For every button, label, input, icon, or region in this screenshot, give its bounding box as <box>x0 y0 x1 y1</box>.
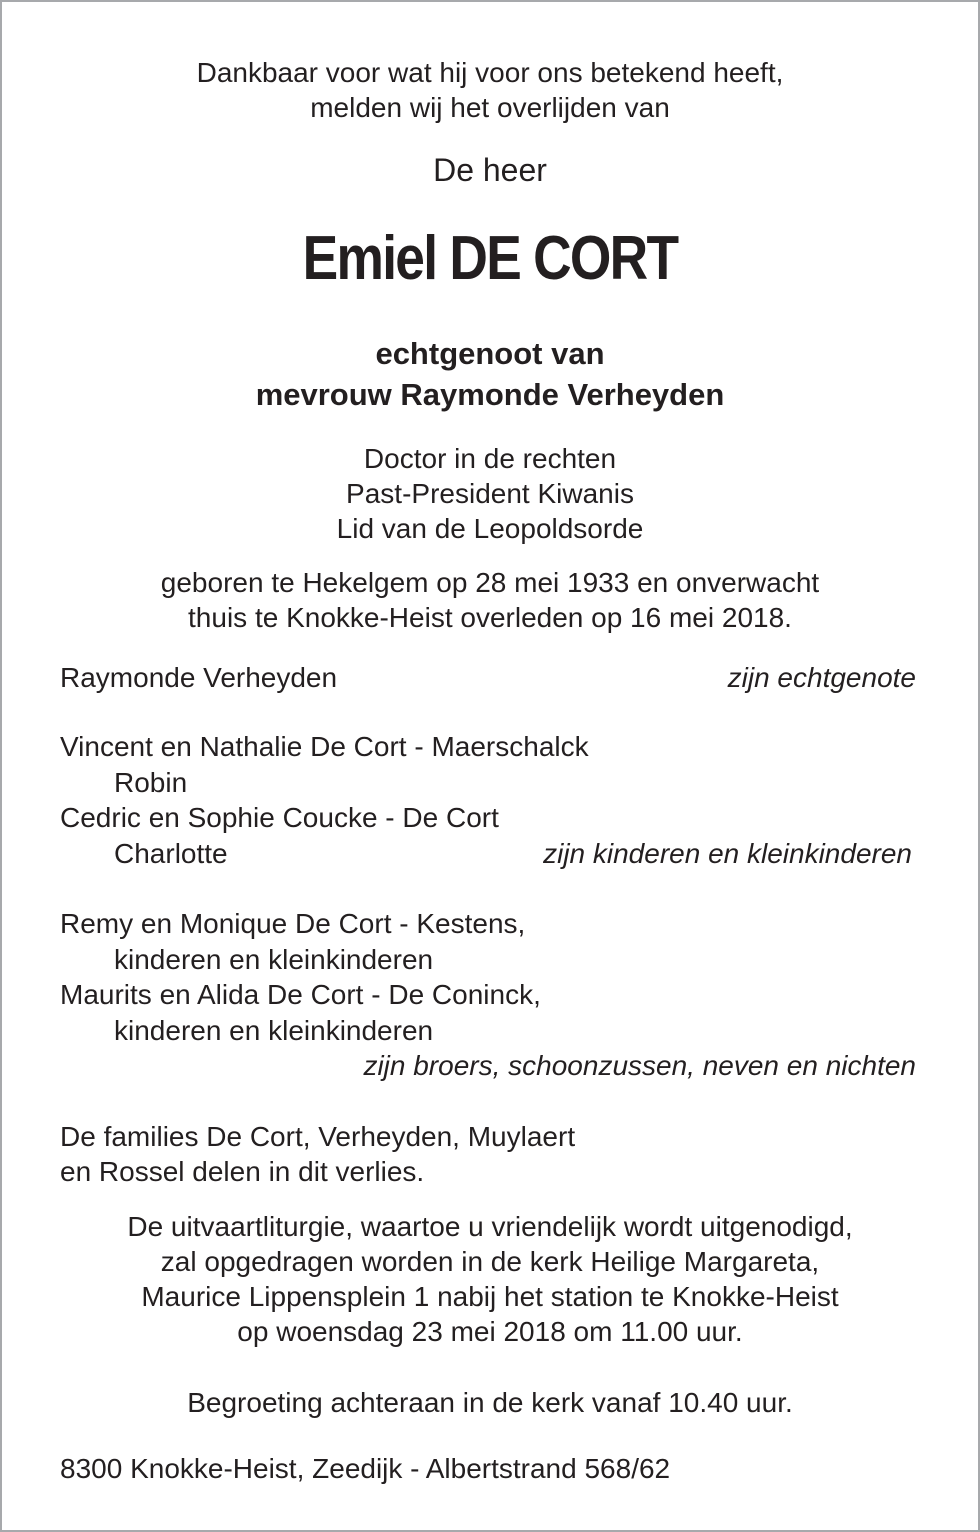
title-leopoldsorde: Lid van de Leopoldsorde <box>336 513 644 544</box>
siblings-relation: zijn broers, schoonzussen, neven en nichten <box>363 1050 916 1081</box>
spouse-entry-relation: zijn echtgenote <box>727 662 916 693</box>
spouse-line-1: echtgenoot van <box>375 336 605 371</box>
grandchild-robin: Robin <box>114 767 188 798</box>
funeral-line-2: zal opgedragen worden in de kerk Heilige Margareta, <box>160 1246 820 1277</box>
funeral-line-1: De uitvaartliturgie, waartoe u vriendelijk wordt uitgenodigd, <box>127 1211 853 1242</box>
child-family-2: Cedric en Sophie Coucke - De Cort <box>60 802 499 833</box>
funeral-line-3: Maurice Lippensplein 1 nabij het station te Knokke-Heist <box>141 1281 839 1312</box>
sibling-family-1: Remy en Monique De Cort - Kestens, <box>60 908 526 939</box>
birth-line: geboren te Hekelgem op 28 mei 1933 en onverwacht <box>160 567 820 598</box>
sibling-family-2: Maurits en Alida De Cort - De Coninck, <box>60 979 541 1010</box>
funeral-line-4: op woensdag 23 mei 2018 om 11.00 uur. <box>237 1316 743 1347</box>
intro-line-1: Dankbaar voor wat hij voor ons betekend heeft, <box>196 57 784 88</box>
title-de-heer: De heer <box>433 152 547 188</box>
title-doctor: Doctor in de rechten <box>363 443 617 474</box>
greeting-line: Begroeting achteraan in de kerk vanaf 10.40 uur. <box>187 1387 793 1418</box>
sibling-family-2-sub: kinderen en kleinkinderen <box>114 1015 434 1046</box>
families-line-1: De families De Cort, Verheyden, Muylaert <box>60 1121 576 1152</box>
grandchild-charlotte: Charlotte <box>114 838 228 869</box>
title-kiwanis: Past-President Kiwanis <box>346 478 634 509</box>
death-line: thuis te Knokke-Heist overleden op 16 mei 2018. <box>188 602 792 633</box>
sibling-family-1-sub: kinderen en kleinkinderen <box>114 944 434 975</box>
address-line: 8300 Knokke-Heist, Zeedijk - Albertstrand 568/62 <box>60 1453 671 1484</box>
intro-line-2: melden wij het overlijden van <box>310 92 670 123</box>
spouse-line-2: mevrouw Raymonde Verheyden <box>255 377 725 412</box>
spouse-entry-name: Raymonde Verheyden <box>60 662 338 693</box>
deceased-name: Emiel DE CORT <box>302 224 678 293</box>
child-family-1: Vincent en Nathalie De Cort - Maerschalck <box>60 731 589 762</box>
children-relation: zijn kinderen en kleinkinderen <box>543 838 912 869</box>
families-line-2: en Rossel delen in dit verlies. <box>60 1156 425 1187</box>
